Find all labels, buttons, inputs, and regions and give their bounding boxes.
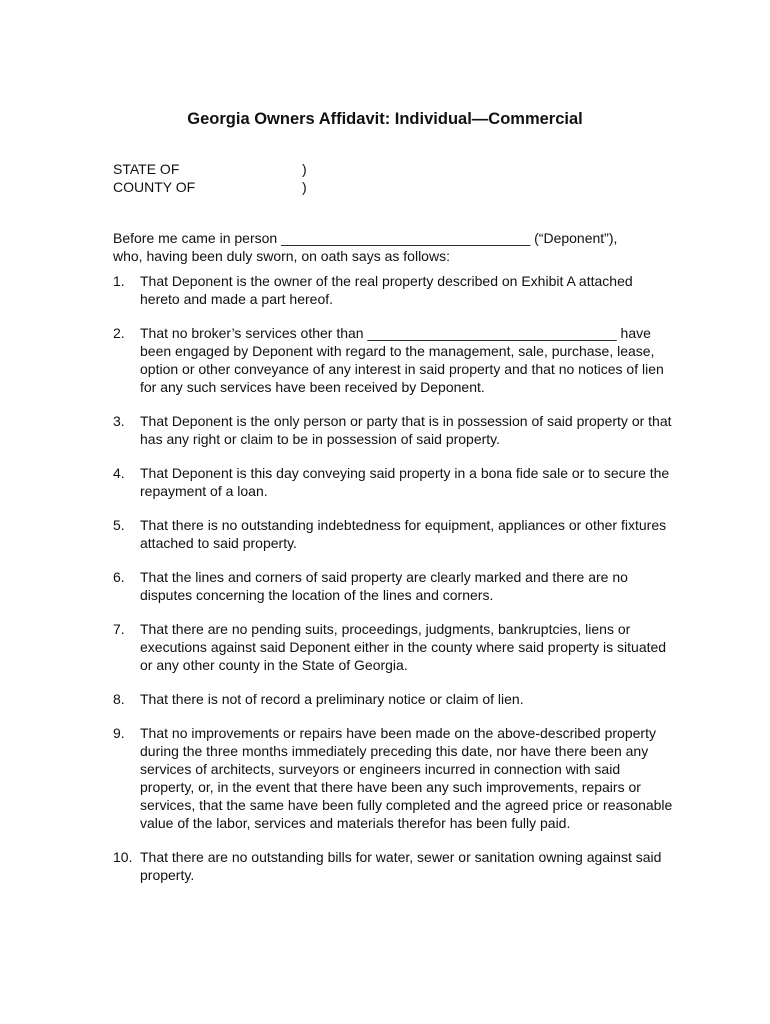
item-text: That the lines and corners of said property are clearly marked and there are no disputes concerning the location of the lines and corners. xyxy=(140,569,628,603)
item-text: That there is not of record a preliminary notice or claim of lien. xyxy=(140,691,524,707)
item-text: That Deponent is the only person or party that is in possession of said property or that has any right or claim to be in possession of said property. xyxy=(140,413,672,447)
list-item xyxy=(113,516,673,552)
caption-row-state xyxy=(113,160,307,178)
item-number: 3. xyxy=(113,413,125,429)
list-item xyxy=(113,690,673,708)
intro-line-2: who, having been duly sworn, on oath says as follows: xyxy=(113,248,450,264)
caption-paren-state: ) xyxy=(302,161,307,177)
item-number: 5. xyxy=(113,517,125,533)
document-title: Georgia Owners Affidavit: Individual—Commercial xyxy=(187,110,583,128)
list-item xyxy=(113,412,673,448)
list-item xyxy=(113,272,673,308)
item-number: 7. xyxy=(113,621,125,637)
item-text: That there are no pending suits, proceedings, judgments, bankruptcies, liens or executions against said Deponent either in the county where said property is situated or any other county in the State of Georgia. xyxy=(140,621,667,673)
venue-caption xyxy=(113,160,307,196)
item-text: That no improvements or repairs have been made on the above-described property during the three months immediately preceding this date, nor have there been any services of architects, surveyors or engineers incurred in connection with said property, or, in the event that there have been any such improvements, repairs or services, that the same have been fully completed and the agreed price or reasonable value of the labor, services and materials therefor has been fully paid. xyxy=(140,725,673,831)
list-item xyxy=(113,324,673,396)
item-text: That there are no outstanding bills for water, sewer or sanitation owning against said property. xyxy=(140,849,662,883)
list-item xyxy=(113,848,673,884)
intro-line-1: Before me came in person ________________________________ (“Deponent”), xyxy=(113,230,618,246)
item-number: 4. xyxy=(113,465,125,481)
item-text: That Deponent is the owner of the real property described on Exhibit A attached hereto and made a part hereof. xyxy=(140,273,633,307)
list-item xyxy=(113,464,673,500)
item-number: 10. xyxy=(113,849,133,865)
caption-label-county: COUNTY OF xyxy=(113,179,196,195)
item-number: 2. xyxy=(113,325,125,341)
caption-row-county xyxy=(113,178,307,196)
list-item xyxy=(113,568,673,604)
item-number: 6. xyxy=(113,569,125,585)
caption-paren-county: ) xyxy=(302,179,307,195)
item-text: That Deponent is this day conveying said property in a bona fide sale or to secure the repayment of a loan. xyxy=(140,465,670,499)
item-number: 9. xyxy=(113,725,125,741)
item-number: 8. xyxy=(113,691,125,707)
list-item xyxy=(113,724,673,832)
intro-paragraph xyxy=(113,229,673,265)
item-text: That there is no outstanding indebtedness for equipment, appliances or other fixtures attached to said property. xyxy=(140,517,667,551)
item-number: 1. xyxy=(113,273,125,289)
item-text: That no broker’s services other than ________________________________ have been engaged by Deponent with regard to the management, sale, purchase, lease, option or other conveyance of any interest in said property and that no notices of lien for any such services have been received by Deponent. xyxy=(140,325,664,395)
caption-label-state: STATE OF xyxy=(113,161,180,177)
list-item xyxy=(113,620,673,674)
affidavit-statements xyxy=(113,272,673,900)
